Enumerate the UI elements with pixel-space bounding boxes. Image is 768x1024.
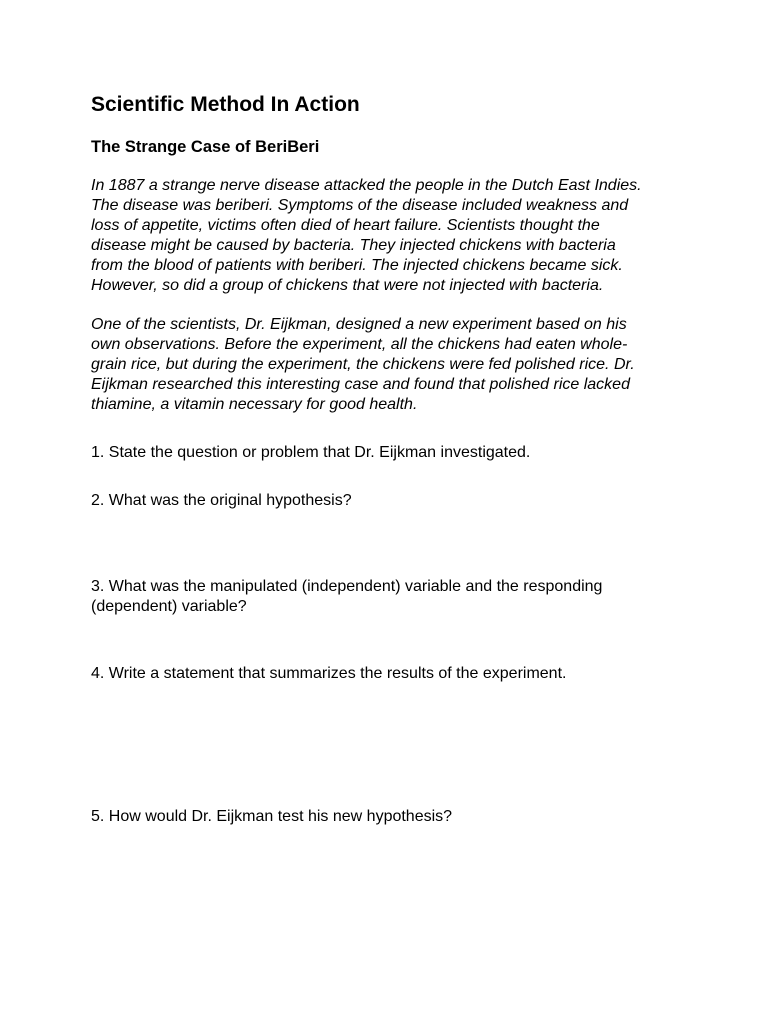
paragraph-line: One of the scientists, Dr. Eijkman, designed a new experiment based on his bbox=[91, 316, 627, 333]
question-line: 1. State the question or problem that Dr. Eijkman investigated. bbox=[91, 444, 531, 461]
intro-paragraph bbox=[91, 176, 691, 296]
question-line: 5. How would Dr. Eijkman test his new hypothesis? bbox=[91, 808, 453, 825]
paragraph-line: thiamine, a vitamin necessary for good health. bbox=[91, 396, 418, 413]
question-1 bbox=[91, 443, 530, 463]
question-line: 4. Write a statement that summarizes the results of the experiment. bbox=[91, 665, 567, 682]
experiment-paragraph bbox=[91, 315, 691, 415]
question-3 bbox=[91, 577, 602, 617]
paragraph-line: from the blood of patients with beriberi. The injected chickens became sick. bbox=[91, 257, 623, 274]
question-line: 2. What was the original hypothesis? bbox=[91, 492, 352, 509]
paragraph-line: disease might be caused by bacteria. They injected chickens with bacteria bbox=[91, 237, 616, 254]
section-subtitle: The Strange Case of BeriBeri bbox=[91, 138, 320, 156]
paragraph-line: loss of appetite, victims often died of heart failure. Scientists thought the bbox=[91, 217, 600, 234]
question-4 bbox=[91, 664, 566, 684]
paragraph-line: In 1887 a strange nerve disease attacked the people in the Dutch East Indies. bbox=[91, 177, 642, 194]
paragraph-line: However, so did a group of chickens that were not injected with bacteria. bbox=[91, 277, 604, 294]
paragraph-line: The disease was beriberi. Symptoms of the disease included weakness and bbox=[91, 197, 629, 214]
question-line: 3. What was the manipulated (independent) variable and the responding bbox=[91, 578, 603, 595]
paragraph-line: grain rice, but during the experiment, the chickens were fed polished rice. Dr. bbox=[91, 356, 635, 373]
paragraph-line: Eijkman researched this interesting case and found that polished rice lacked bbox=[91, 376, 630, 393]
question-5 bbox=[91, 807, 452, 827]
page-title: Scientific Method In Action bbox=[91, 93, 360, 116]
question-line: (dependent) variable? bbox=[91, 598, 247, 615]
question-2 bbox=[91, 491, 352, 511]
paragraph-line: own observations. Before the experiment, all the chickens had eaten whole- bbox=[91, 336, 628, 353]
